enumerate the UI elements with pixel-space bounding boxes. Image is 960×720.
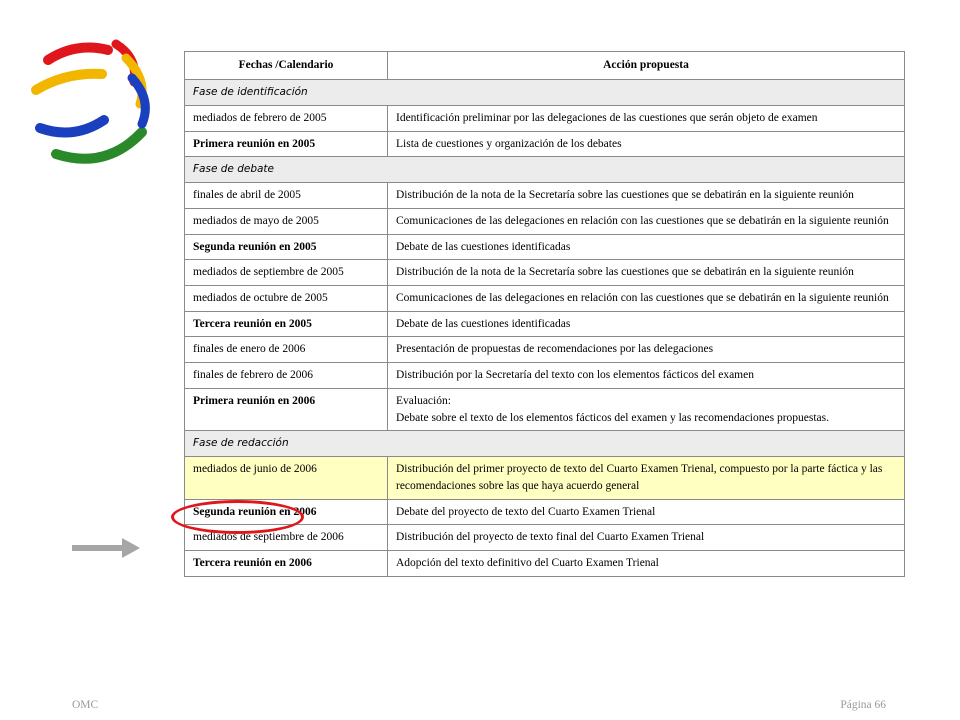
- logo-yellow-stroke: [36, 74, 102, 90]
- date-cell: mediados de mayo de 2005: [185, 209, 388, 235]
- wto-logo: [22, 36, 162, 176]
- schedule-table: [184, 51, 905, 577]
- phase-label: Fase de debate: [185, 157, 905, 183]
- date-cell: mediados de junio de 2006: [185, 457, 388, 499]
- action-cell: Lista de cuestiones y organización de los debates: [388, 131, 905, 157]
- table-row: [185, 363, 905, 389]
- action-cell: Distribución del primer proyecto de texto del Cuarto Examen Trienal, compuesto por la parte fáctica y las recomendaciones sobre las que haya acuerdo general: [388, 457, 905, 499]
- date-cell: finales de febrero de 2006: [185, 363, 388, 389]
- schedule-body: [185, 79, 905, 576]
- table-row: [185, 337, 905, 363]
- date-cell: Segunda reunión en 2006: [185, 499, 388, 525]
- right-arrow-icon: [72, 536, 142, 560]
- action-cell: Debate de las cuestiones identificadas: [388, 234, 905, 260]
- phase-row: [185, 157, 905, 183]
- action-cell: Comunicaciones de las delegaciones en relación con las cuestiones que se debatirán en la siguiente reunión: [388, 209, 905, 235]
- action-cell: Distribución por la Secretaría del texto con los elementos fácticos del examen: [388, 363, 905, 389]
- date-cell: Primera reunión en 2005: [185, 131, 388, 157]
- date-cell: finales de enero de 2006: [185, 337, 388, 363]
- action-cell: Distribución de la nota de la Secretaría sobre las cuestiones que se debatirán en la siguiente reunión: [388, 260, 905, 286]
- table-row: [185, 260, 905, 286]
- date-cell: Primera reunión en 2006: [185, 388, 388, 430]
- phase-label: Fase de redacción: [185, 431, 905, 457]
- date-cell: mediados de octubre de 2005: [185, 286, 388, 312]
- header-action: Acción propuesta: [388, 52, 905, 80]
- table-row: [185, 388, 905, 430]
- phase-row: [185, 79, 905, 105]
- highlight-circle: [171, 500, 304, 534]
- action-cell: Adopción del texto definitivo del Cuarto Examen Trienal: [388, 551, 905, 577]
- date-cell: mediados de septiembre de 2006: [185, 525, 388, 551]
- logo-blue-stroke: [40, 120, 104, 133]
- table-row: [185, 131, 905, 157]
- phase-label: Fase de identificación: [185, 79, 905, 105]
- highlighted-row: [185, 457, 905, 499]
- date-cell: Segunda reunión en 2005: [185, 234, 388, 260]
- action-cell: Presentación de propuestas de recomendaciones por las delegaciones: [388, 337, 905, 363]
- action-cell: Distribución de la nota de la Secretaría sobre las cuestiones que se debatirán en la siguiente reunión: [388, 183, 905, 209]
- logo-red-stroke: [48, 48, 108, 60]
- action-cell: Comunicaciones de las delegaciones en relación con las cuestiones que se debatirán en la siguiente reunión: [388, 286, 905, 312]
- action-cell: Evaluación: Debate sobre el texto de los elementos fácticos del examen y las recomendaciones propuestas.: [388, 388, 905, 430]
- table-row: [185, 183, 905, 209]
- action-cell: Debate del proyecto de texto del Cuarto Examen Trienal: [388, 499, 905, 525]
- table-row: [185, 525, 905, 551]
- date-cell: mediados de septiembre de 2005: [185, 260, 388, 286]
- date-cell: finales de abril de 2005: [185, 183, 388, 209]
- date-cell: Tercera reunión en 2006: [185, 551, 388, 577]
- table-row: [185, 286, 905, 312]
- table-row: [185, 209, 905, 235]
- date-cell: mediados de febrero de 2005: [185, 105, 388, 131]
- table-row: [185, 311, 905, 337]
- footer-org: OMC: [72, 699, 99, 711]
- action-cell: Debate de las cuestiones identificadas: [388, 311, 905, 337]
- phase-row: [185, 431, 905, 457]
- date-cell: Tercera reunión en 2005: [185, 311, 388, 337]
- table-header-row: [185, 52, 905, 80]
- page-number: Página 66: [840, 699, 886, 711]
- table-row: [185, 105, 905, 131]
- action-cell: Identificación preliminar por las delegaciones de las cuestiones que serán objeto de examen: [388, 105, 905, 131]
- table-row: [185, 551, 905, 577]
- header-dates: Fechas /Calendario: [185, 52, 388, 80]
- action-cell: Distribución del proyecto de texto final del Cuarto Examen Trienal: [388, 525, 905, 551]
- table-row: [185, 234, 905, 260]
